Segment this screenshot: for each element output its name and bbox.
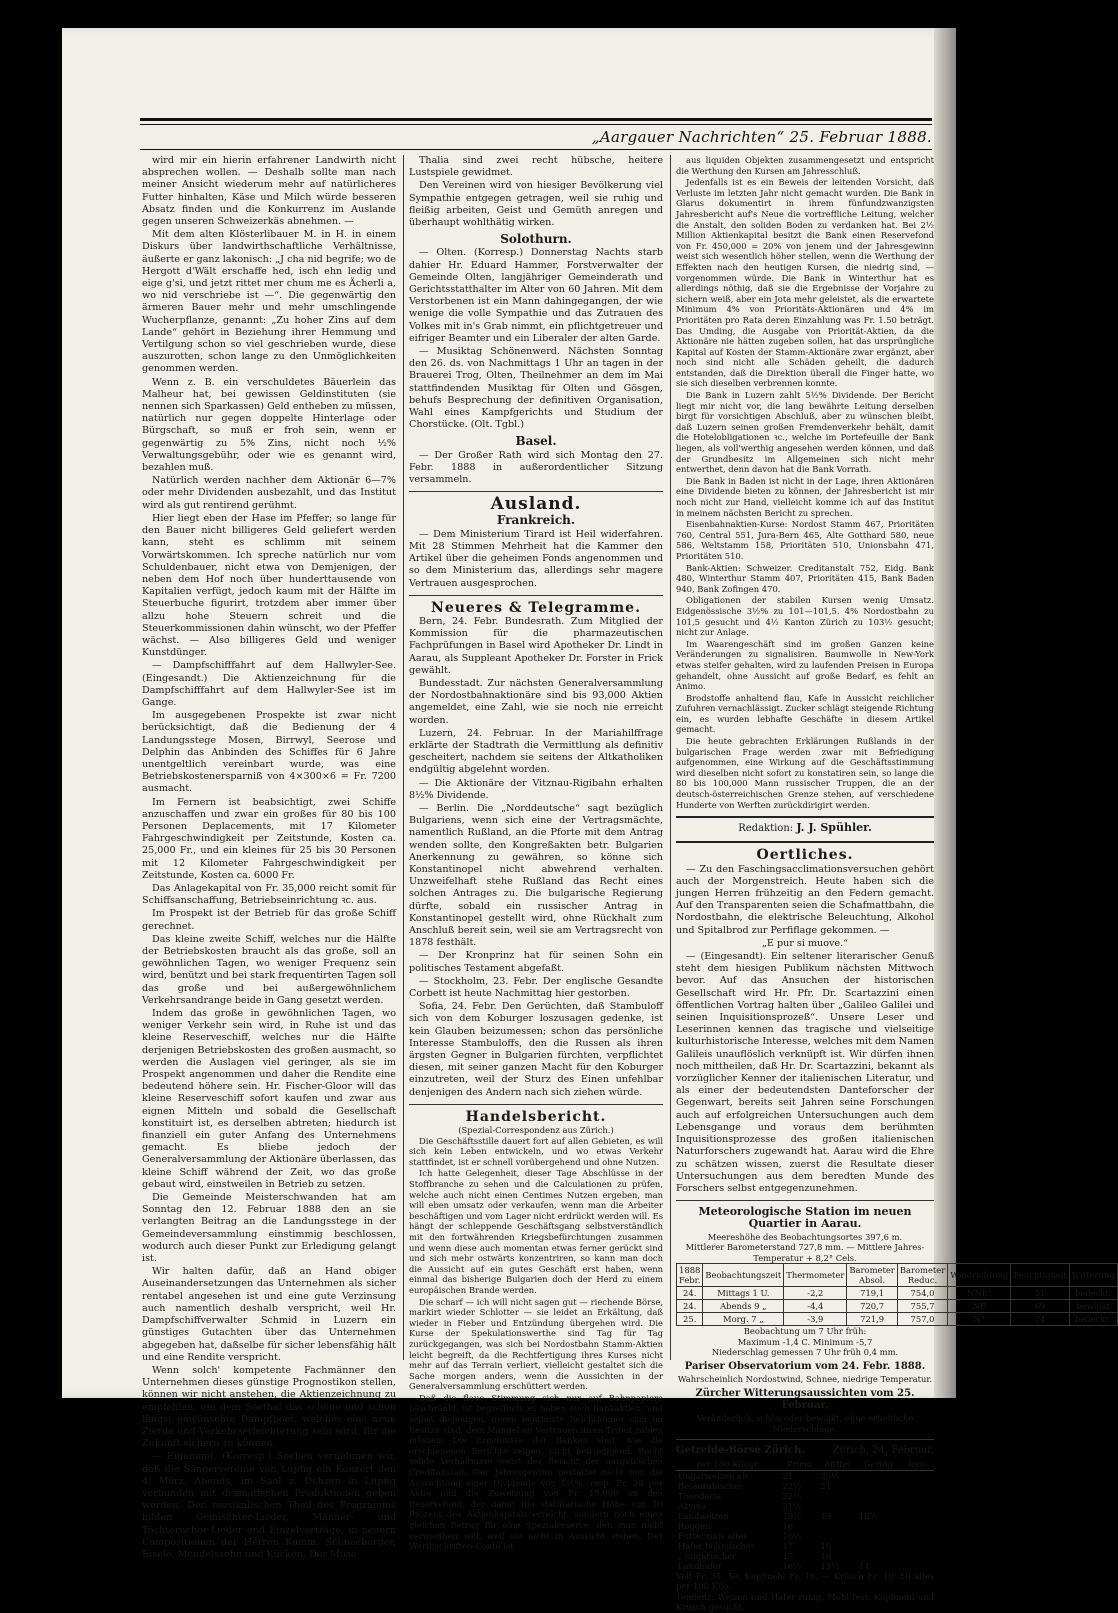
meteo-heading: Meteorologische Station im neuen Quartier in Aarau. [698, 1205, 912, 1231]
table-cell: 69 [1011, 1300, 1069, 1313]
telegram-paragraph: — Der Kronprinz hat für seinen Sohn ein politisches Testament abgefaßt. [409, 950, 663, 974]
page-edge [934, 28, 956, 1398]
table-cell: -4,4 [784, 1300, 847, 1313]
table-cell: 16½ [782, 1530, 802, 1541]
divider [409, 491, 663, 492]
article-paragraph: — Eigenamt. (Korresp.) Soeben vernehmen wir, daß die Sängervereine von Lupfig ein Konzert den 4. März, Abends, im Saal z. Ochsen in Lupfig verbunden mit dramatischen Produktionen geben werden. Den musikalischen Theil des Programms bilden Gemischter-Lieder, Männer- und Töchternchor-Lieder und Einzelvorträge, in neuern Compositionen der Herren Kamm, Schneeberger, Eisele, Mendelssohn und Kücken. Der Muse [142, 1451, 396, 1560]
table-cell [903, 1501, 934, 1511]
article-paragraph: Im Fernern ist beabsichtigt, zwei Schiffe anzuschaffen und zwar ein großes für 80 bis 100 Personen Deplacements, mit 17 Kilometer Fahrgeschwindigkeit per Zeitstunde, Kosten ca. 25,000 Fr., und ein kleines für 25 bis 30 Personen mit 12 Kilometer Fahrgeschwindigkeit per Zeitstunde, Kosten ca. 6000 Fr. [142, 796, 396, 881]
table-cell: 16½ [782, 1560, 802, 1571]
table-cell: 720,7 [847, 1300, 897, 1313]
article-paragraph: Bank-Aktien: Schweizer. Creditanstalt 752, Eidg. Bank 480, Winterthur Stamm 407, Prioritäten 415, Bank Baden 940, Bank Zofingen 470. [676, 562, 934, 594]
divider [676, 841, 934, 843]
table-cell: bedeckt. [1069, 1287, 1117, 1300]
table-row [676, 1501, 934, 1511]
table-header-cell: per 100 Kilogr. [676, 1458, 781, 1471]
table-cell [857, 1521, 903, 1531]
getreide-heading: Getreide-Börse Zürich. [676, 1445, 805, 1457]
column-3 [676, 155, 1115, 1613]
getreide-note: Voll Fr. 31. 50, Kopfmehl Fr. 18. — Krüsch Fr. 10. 50 alles per 100 Kilo. [676, 1570, 934, 1592]
section-heading-solothurn: Solothurn. [500, 232, 572, 247]
table-row [677, 1300, 1118, 1313]
article-paragraph: — Der Großer Rath wird sich Montag den 27. Febr. 1888 in außerordentlicher Sitzung versammeln. [409, 449, 663, 486]
table-header-cell: Feuchtigkeit [1011, 1264, 1069, 1287]
article-paragraph: — Musiktag Schönenwerd. Nächsten Sonntag den 26. ds. von Nachmittags 1 Uhr an tagen in der Brauerei Trog, Olten, Theilnehmer an dem im Mai stattfindenden Musiktag für Olten und Gösgen, behufs Besprechung der definitiven Organisation, Wahl eines Kampfgerichts und Studium der Chorstücke. (Olt. Tgbl.) [409, 346, 663, 431]
table-cell: Abends 9 „ [703, 1300, 784, 1313]
table-cell: 15½ [820, 1560, 840, 1571]
table-cell: Roggen [678, 1520, 711, 1531]
article-paragraph: aus liquiden Objekten zusammengesetzt und entspricht die Werthung den Kursen am Jahresschluß. [676, 155, 934, 176]
table-cell [903, 1491, 934, 1501]
table-cell [857, 1470, 903, 1481]
telegram-paragraph: — Stockholm, 23. Febr. Der englische Gesandte Corbett ist heute Nachmittag hier gestorben. [409, 975, 663, 999]
table-header-cell: Barometer Reduc. [897, 1264, 947, 1287]
table-cell [903, 1531, 934, 1541]
table-header-cell: Thermometer [784, 1264, 847, 1287]
article-paragraph: Die Bank in Baden ist nicht in der Lage, ihren Aktionären eine Dividende bieten zu können, der Jahresbericht ist mir noch nicht zur Hand, vielleicht komme ich auf das Institut in meinem nächsten Bericht zu sprechen. [676, 475, 934, 518]
article-paragraph: Obligationen der stabilen Kursen wenig Umsatz. Eidgenössische 3½% zu 101—101,5. 4% Nordostbahn zu 101,5 gesucht und 4½ Kanton Zürich zu 103½ gesucht; nicht zur Anlage. [676, 595, 934, 638]
table-row [676, 1531, 934, 1541]
meteo-sub1: Meereshöhe des Beobachtungsortes 397,6 m. [707, 1231, 903, 1242]
table-row [676, 1561, 934, 1571]
telegram-paragraph: Sofia, 24. Febr. Den Gerüchten, daß Stambuloff sich von dem Koburger loszusagen gedenke, ist kein Glauben beizumessen; schon das persönliche Interesse Stambuloffs, den die Russen als ihren ärgsten Gegner in Bulgarien fürchten, verpflichtet diesen, mit seiner ganzen Macht für den Koburger einzutreten, weil der Sturz des Einen unfehlbar denjenigen des Andern nach sich ziehen würde. [409, 1001, 663, 1098]
article-paragraph: Die Geschäftsstille dauert fort auf allen Gebieten, es will sich kein Leben entwickeln, und wo etwas Verkehr stattfindet, ist er schnell vorübergehend und ohne Nutzen. [409, 1135, 663, 1167]
getreide-note: Tendenz: Weizen und Hafer ruhig. Mehl fest. Kopfmehl und Krüsch gesucht. [676, 1591, 934, 1613]
table-cell: 22½ [782, 1490, 802, 1501]
telegram-paragraph: Bern, 24. Febr. Bundesrath. Zum Mitglied der Kommission für die pharmazeutischen Fachprüfungen in Basel wird Apotheker Dr. Lindt in Aarau, als Suppleant Apotheker Dr. Forster in Frick gewählt. [409, 615, 663, 676]
table-cell [903, 1561, 934, 1571]
meteo-sub2: Mittlerer Barometerstand 727,8 mm. — Mittlere Jahres-Temperatur + 8,2° Cels. [685, 1242, 925, 1263]
table-cell [818, 1531, 856, 1541]
article-paragraph: Die scharf — ich will nicht sagen gut — riechende Börse, markirt wieder Schlotter — sie leidet an Erkältung, daß wieder in Fieber und Entzündung übergehen wird. Die Kurse der Spekulationswerthe sind Tag für Tag zurückgegangen, was sich bei Nordostbahn Stamm-Aktien leicht begreift, da die Rechtfertigung ihres Kurses nicht mehr auf das Terrain verliert, vielleicht gestaltet sich die Sache morgen anders, wenn die Aussichten in der Generalversammlung erschüttert werden. [409, 1296, 663, 1392]
table-cell: bedeckt. [1069, 1313, 1117, 1326]
divider [676, 1200, 934, 1201]
meteo-table [676, 1263, 1118, 1326]
meteo-note: Beobachtung um 7 Uhr früh: [743, 1326, 867, 1337]
article-paragraph: Wenn solch' kompetente Fachmänner den Unternehmen dieses günstige Prognostikon stellen, können wir nicht anstehen, die Aktienzeichnung zu empfehlen, um dem Seethal das schöne und schon längst gewünschte Dampfboot, welches eine neue Zierde und Verkehrserleichterung sein wird, für die Zukunft sichern zu können. [142, 1364, 396, 1450]
column-divider-1 [403, 155, 404, 1360]
table-cell: Hafer böhmischer [678, 1540, 755, 1551]
table-cell: Bessarabischer [678, 1480, 744, 1491]
paris-heading: Pariser Observatorium vom 24. Febr. 1888. [684, 1361, 926, 1373]
article-paragraph: Wir halten dafür, daß an Hand obiger Auseinandersetzungen das Unternehmen als sicher rentabel angesehen ist und eine gute Verzinsung auch namentlich deshalb verspricht, weil Hr. Dampfschiffverwalter Schmid in Luzern ein günstiges Gutachten über das Unternehmen abgegeben hat, daßselbe für sicher lebensfähig hält und eine Rendite verspricht. [142, 1266, 396, 1363]
table-cell: 21 [820, 1480, 832, 1491]
table-cell: Azyma [678, 1500, 707, 1511]
article-paragraph: — (Eingesandt). Ein seltener literarischer Genuß steht dem hiesigen Publikum nächsten Mittwoch bevor. Auf das Ansuchen der historischen Gesellschaft wird Hr. Pfr. Dr. Scartazzini einen öffentlichen Vortrag halten über „Galileo Galilei und seinen Inquisitionsprozeß“. Unsere Leser und Leserinnen kennen das tragische und vielseitige kulturhistorische Interesse, welches mit dem Namen Galileis unauflöslich verknüpft ist. Wir dürfen ihnen noch mittheilen, daß Hr. Dr. Scartazzini, bekannt als vorzüglicher Kenner der italienischen Literatur, und als einer der bedeutendsten Danteforscher der Gegenwart, bereits seit Jahren seine Forschungen auch auf erfolgreichen Untersuchungen auch dem Lebensgange und voraus dem berühmten Inquisitionsprozesse des großen italienischen Naturforschers zugewandt hat. Aarau wird die Ehre zu schätzen wissen, zuerst die Resultate dieser Untersuchungen aus dem beredten Munde des Forschers selbst entgegenzunehmen. [676, 951, 934, 1194]
section-heading-handelsbericht: Handelsbericht. [465, 1108, 607, 1125]
table-cell [818, 1521, 856, 1531]
article-paragraph: wird mir ein hierin erfahrener Landwirth nicht absprechen wollen. — Deshalb sollte man nach meiner Ansicht wiederum mehr auf natürlicheres Futter hinhalten, Käse und Milch würde besseren Absatz finden und die Konkurrenz im Auslande gegen unseren Schweizerkäs abnehmen. — [142, 155, 396, 228]
article-paragraph: — Zu den Faschingsacclimationsversuchen gehört auch der Morgenstreich. Heute haben sich die jungen Herren frühzeitig an den Federn gemacht. Auf den Transparenten seien die Schafmattbahn, die Nordostbahn, die elektrische Beleuchtung, Alkohol und Spitalbrod zur Perfiflage gekommen. — [676, 863, 934, 936]
table-cell: Mittags 1 U. [703, 1287, 784, 1300]
table-cell: 16 [782, 1520, 794, 1531]
table-header-row [676, 1458, 934, 1471]
header-rule [140, 149, 932, 150]
article-paragraph: Den Vereinen wird von hiesiger Bevölkerung viel Sympathie entgegen getragen, weil sie ruhig und fleißig arbeiten, Geist und Gemüth anregen und überhaupt wohlthätig wirken. [409, 180, 663, 229]
table-cell: -3,9 [784, 1313, 847, 1326]
table-cell [903, 1521, 934, 1531]
article-paragraph: — Dampfschifffahrt auf dem Hallwyler-See. (Eingesandt.) Die Aktienzeichnung für die Dampfschifffahrt auf dem Hallwyler-See ist im Gange. [142, 660, 396, 708]
table-cell [857, 1491, 903, 1501]
table-cell: 754,0 [897, 1287, 947, 1300]
section-heading-oertliches: Oertliches. [756, 847, 854, 864]
table-cell: Ungarweizen alt [678, 1470, 749, 1481]
table-row [676, 1521, 934, 1531]
editor-line [676, 822, 934, 835]
article-paragraph: Die Gemeinde Meisterschwanden hat am Sonntag den 12. Februar 1888 den an sie verlangten Beitrag an die Landungsstege in der Gemeindeversammlung einstimmig beschlossen, wodurch auch dieser Punkt zur Erledigung gelangt ist. [142, 1192, 396, 1265]
table-cell: 22½ [782, 1480, 802, 1491]
article-paragraph: Wenn z. B. ein verschuldetes Bäuerlein das Malheur hat, bei gewissen Geldinstituten (sie nennen sich Sparkassen) Geld entheben zu müssen, natürlich nur gegen doppelte Hinterlage oder Bürgschaft, so muß er froh sein, wenn er gegenwärtig zu 5% Zins, nicht noch ½% Verwaltungsgebühr, oder wie es genannt wird, bezahlen muß. [142, 376, 396, 474]
table-cell: Futtermais altes [678, 1530, 748, 1541]
table-cell: 25. [677, 1313, 703, 1326]
table-cell: 20½ [820, 1470, 840, 1481]
article-paragraph: Natürlich werden nachher dem Aktionär 6—7% oder mehr Dividenden ausbezahlt, und das Institut wird als gut rentirend gerühmt. [142, 475, 396, 511]
table-cell [903, 1481, 934, 1491]
article-paragraph: Im Prospekt ist der Betrieb für das große Schiff gerechnet. [142, 908, 396, 932]
table-cell [857, 1551, 903, 1561]
table-header-cell: Beobachtungszeit [703, 1264, 784, 1287]
table-cell: 16 [820, 1540, 832, 1551]
table-header-cell: Windrichtung [948, 1264, 1011, 1287]
table-row [676, 1491, 934, 1501]
table-cell [857, 1481, 903, 1491]
table-row [676, 1481, 934, 1491]
article-paragraph: Die heute gebrachten Erklärungen Rußlands in der bulgarischen Frage werden zwar mit Befriedigung aufgenommen, eine Wirkung auf die Geschäftsstimmung wird dieselben nicht sofort zu konstatiren sein, so lange die 80 bis 100,000 Mann russischer Truppen, die an der deutsch-österreichischen Grenze stehen, auf verschiedene Hunderte von Werften zurückdirigirt werden. [676, 736, 934, 810]
table-cell [903, 1551, 934, 1561]
table-cell [857, 1501, 903, 1511]
telegram-paragraph: — Berlin. Die „Norddeutsche“ sagt bezüglich Bulgariens, wenn sich eine der Vertragsmächte, namentlich Rußland, an die Pforte mit dem Antrag wenden sollte, den Kongreßakten betr. Bulgarien Anerkennung zu gewähren, so könne sich Konstantinopel nicht abwehrend verhalten. Unzweifelhaft stehe Rußland das Recht eines solchen Antrages zu. Die bulgarische Regierung dürfte, sobald ein russischer Antrag in Konstantinopel gestellt wird, ohne Rückhalt zum Anschluß bereit sein, weil sie am Vertragsrecht von 1878 festhält. [409, 802, 663, 949]
table-cell: NE [948, 1300, 1011, 1313]
table-cell: Morg. 7 „ [703, 1313, 784, 1326]
column-divider-2 [670, 155, 671, 1360]
article-paragraph: Ich hatte Gelegenheit, dieser Tage Abschlüsse in der Stoffbranche zu sehen und die Calculationen zu prüfen, welche auch nicht einen Centimes Nutzen ergeben, man will eben umsatz oder verkaufen, wenn man die Arbeiter beschäftigen und vom Lager nicht erdrückt werden will. Es hängt der schleppende Geschäftsgang selbstverständlich mit den fortwährenden Kriegsbefürchtungen zusammen und wenn diese auch momentan etwas ferner gerückt sind und sich mehr ostwärts konzentriren, so kann man doch die Aussicht auf ein gutes Geschäft erst haben, wenn einmal das bisherige Bulgarien doch der Herd zu einem europäischen Brande werden. [409, 1168, 663, 1295]
masthead: „Aargauer Nachrichten“ 25. Februar 1888. [591, 128, 932, 146]
table-cell: 24. [677, 1287, 703, 1300]
editor-name: J. J. Spühler. [796, 821, 872, 835]
telegram-paragraph: Bundesstadt. Zur nächsten Generalversammlung der Nordostbahnaktionäre sind bis 93,000 Aktien angemeldet, eine Zahl, wie sie noch nie erreicht worden. [409, 677, 663, 726]
divider [409, 595, 663, 596]
divider [409, 1104, 663, 1105]
table-cell: 74 [1011, 1313, 1069, 1326]
paris-text: Wahrscheinlich Nordostwind, Schnee, niedrige Temperatur. [677, 1374, 933, 1385]
quote: „E pur si muove.“ [761, 937, 849, 949]
table-row [676, 1551, 934, 1561]
table-cell: 19 [820, 1510, 832, 1521]
article-paragraph: Indem das große in gewöhnlichen Tagen, wo weniger Verkehr sein wird, in Ruhe ist und das kleine Reserveschiff, welches nur die Hälfte derjenigen Betriebskosten des großen ausmacht, so werden die Auslagen viel geringer, als sie im Prospekt angenommen und daher die Rendite eine bedeutend höhere sein. Hr. Fischer-Gloor will das kleine Reserveschiff sofort kaufen und zwar aus eignen Mitteln und sobald die Gesellschaft konstituirt ist, es derselben abtreten; hiedurch ist finanziell ein guter Anfang des Unternehmens gemacht. Es bliebe jedoch der Generalversammlung der Aktionäre überlassen, das kleine Schiff während der Zeit, wo das große gebaut wird, einstweilen in Betrieb zu setzen. [142, 1008, 396, 1190]
editor-label: Redaktion: [738, 823, 794, 835]
table-header-cell: 1888 Febr. [677, 1264, 703, 1287]
table-row [677, 1287, 1118, 1300]
table-cell: 17 [782, 1540, 794, 1551]
table-cell: 719,1 [847, 1287, 897, 1300]
table-header-cell: Mittel [818, 1458, 856, 1471]
article-paragraph: Jedenfalls ist es ein Beweis der leitenden Vorsicht, daß Verluste im letzten Jahr nicht gemacht wurden. Die Bank in Glarus dokumentirt in ihrem fünfundzwanzigsten Jahresbericht auf's Neue die vortreffliche Leitung, welcher die Anstalt, den soliden Boden zu verdanken hat. Bei 2½ Million Aktienkapital besitzt die Bank einen Reservefond von Fr. 450,000 = 20% von jenem und der Jahresgewinn weist sich wesentlich höher stellen, wenn die Werthung der Effekten nach den heutigen Kursen, die niedrig sind, — vorgenommen würde. Die Bank in Winterthur hat es allerdings nöthig, daß sie die Ergebnisse der Vorjahre zu sichern weiß, aber ein Jota mehr geleistet, als die erwartete Minimum 4% von Prioritäts-Aktionären und 4% im Prioritäten pro Rata deren Einzahlung was Fr. 1.50 beträgt. Das Umding, die Ausgabe von Priorität-Aktien, da die Aktionäre nie hätten zugeben sollen, hat das ursprüngliche Kapital auf Kosten der Stamm-Aktionäre zwar ergänzt, aber noch sind nicht alle Schäden geheilt, die dadurch entstanden, daß die Direktion überall die Finger hatte, wo sie sich dieselben verbrennen konnte. [676, 177, 934, 389]
top-rule-thin [140, 124, 932, 125]
getreide-date: Zürich, 24. Februar. [832, 1445, 934, 1457]
table-cell: 19½ [782, 1510, 802, 1521]
table-header-cell: Witterung [1069, 1264, 1117, 1287]
table-row [676, 1511, 934, 1521]
getreide-table [676, 1458, 934, 1571]
article-paragraph: Mit dem alten Klösterlibauer M. in H. in einem Diskurs über landwirthschaftliche Verhältnisse, äußerte er ganz lakonisch: „J cha nid begrife; wo de Hergott d'Wält erschaffe hed, isch ehn ledig und eige g'si, und jetzt rittet mer chum me es Ächerli a, wo nid verschriebe ist —“. Die gegenwärtig den ärmeren Bauer mehr und mehr umschlingende Wucherpflanze, genannt: „Zu hoher Zins auf dem Lande“ gehört in Beziehung ihrer Hemmung und Vertilgung schon so viel geschrieben wurde, diese auszurotten, schon lange zu den Unmöglichkeiten genommen werden. [142, 229, 396, 375]
table-cell [818, 1501, 856, 1511]
table-cell: 51 [1011, 1287, 1069, 1300]
table-cell [903, 1511, 934, 1521]
article-paragraph: Die Bank in Luzern zahlt 5½% Dividende. Der Bericht liegt mir nicht vor, die lang bewährte Leitung derselben birgt für vorsichtigen Abschluß, aber zu wünschen bleibt, daß Luzern seinen großen Fremdenverkehr behält, damit die Hotelobligationen ꝛc., welche im Portefeuille der Bank liegen, als voll'werthig angesehen werden können, und daß der Grundbesitz im Allgemeinen sich nicht mehr entwerthet, denn davon hat die Bank Vorrath. [676, 390, 934, 475]
section-heading-frankreich: Frankreich. [496, 513, 576, 528]
article-paragraph: Brodstoffe anhaltend flau, Kafe in Aussicht reichlicher Zufuhren vernachlässigt. Zucker schlägt steigende Richtung ein, es wurden lebhafte Geschäfte in diesem Artikel gemacht. [676, 692, 934, 735]
table-cell [903, 1470, 934, 1481]
table-header-cell: Prima [781, 1458, 819, 1471]
table-cell: -2,2 [784, 1287, 847, 1300]
section-heading-ausland: Ausland. [490, 494, 582, 515]
table-row [676, 1470, 934, 1481]
table-cell: Landweizen [678, 1510, 729, 1521]
article-paragraph: Hier liegt eben der Hase im Pfeffer; so lange für den Bauer nicht billigeres Geld geliefert werden kann, steht es schlimm mit seinem Vorwärtskommen. Ich spreche natürlich nur vom Schuldenbauer, nicht etwa von Demjenigen, der neben dem Hof noch über hunderttausende von Kapitalien verfügt, jedoch kaum mit der Hälfte im Steuerbuche figurirt, trotzdem aber immer über allzu hohe Steuern schreit und die Steuerkommissionen dahin wünscht, wo der Pfeffer wächst. — Also billigeres Geld und weniger Kunstdünger. [142, 512, 396, 659]
article-paragraph: Im ausgegebenen Prospekte ist zwar nicht berücksichtigt, daß die Bedienung der 4 Landungsstege Mosen, Birrwyl, Seerose und Delphin das Anbinden des Schiffes für 6 Jahre unentgeltlich vereinbart wurde, was eine Betriebskostenersparniß von 4×300×6 = Fr. 7200 ausmacht. [142, 710, 396, 795]
zuerich-heading: Zürcher Witterungsaussichten vom 25. Februar. [695, 1387, 915, 1412]
table-cell: 755,7 [897, 1300, 947, 1313]
article-paragraph: — Olten. (Korresp.) Donnerstag Nachts starb dahier Hr. Eduard Hammer, Forstverwalter der Gemeinde Olten, langjähriger Gemeinderath und Gerichtsstatthalter im Alter von 60 Jahren. Mit dem Verstorbenen ist ein Mann dahingegangen, der wie wenige die volle Sympathie und das Zutrauen des Volkes mit in's Grab nimmt, ein pflichtgetreuer und eifriger Beamter und ein Liberaler der alten Garde. [409, 247, 663, 344]
table-cell: 757,0 [897, 1313, 947, 1326]
telegram-paragraph: Luzern, 24. Februar. In der Mariahilffrage erklärte der Stadtrath die Vermittlung als definitiv gescheitert, nachdem sie seitens der Altkatholiken endgültig abgelehnt worden. [409, 727, 663, 776]
table-header-cell: loco. [903, 1458, 934, 1471]
article-paragraph: — Dem Ministerium Tirard ist Heil widerfahren. Mit 28 Stimmen Mehrheit hat die Kammer den Artikel über die geheimen Fonds angenommen und so dem Ministerium das, allerdings sehr magere Vertrauen ausgesprochen. [409, 528, 663, 589]
table-cell: 24. [677, 1300, 703, 1313]
divider [676, 816, 934, 818]
table-cell [857, 1541, 903, 1551]
table-row [676, 1541, 934, 1551]
telegram-paragraph: — Die Aktionäre der Vitznau-Rigibahn erhalten 8½% Dividende. [409, 777, 663, 801]
table-cell [818, 1491, 856, 1501]
column-2 [409, 155, 663, 1552]
article-paragraph: Das Anlagekapital von Fr. 35,000 reicht somit für Schiffsanschaffung, Betriebseinrichtung ꝛc. aus. [142, 882, 396, 907]
table-cell: 14 [858, 1560, 870, 1571]
zuerich-text: Veränderlich, schön oder bewölkt, ohne erhebliche Niederschläge. [696, 1413, 914, 1434]
section-heading-basel: Basel. [515, 434, 557, 449]
table-cell: bewölkt [1069, 1300, 1117, 1313]
column-1 [142, 155, 396, 1560]
article-paragraph: Eisenbahnaktien-Kurse: Nordost Stamm 467, Prioritäten 760, Central 551, Jura-Bern 465, Alte Gotthard 580, neue 586, Weltstamm 158, Prioritäten 510, Unionsbahn 471, Prioritäten 510. [676, 519, 934, 561]
table-cell [903, 1541, 934, 1551]
table-cell [857, 1531, 903, 1541]
table-header-cell: Barometer Absol. [847, 1264, 897, 1287]
table-cell: 21 [782, 1470, 794, 1481]
top-rule [140, 118, 932, 121]
divider [676, 1439, 934, 1440]
table-cell: 17 [782, 1550, 794, 1561]
meteo-note: Niederschlag gemessen 7 Uhr früh 0,4 mm. [711, 1347, 899, 1358]
meteo-note: Maximum -1,4 C. Minimum -5,7 [737, 1336, 873, 1347]
table-cell: 21½ [782, 1500, 802, 1511]
table-cell: Theodosia [678, 1490, 722, 1501]
article-paragraph: Das kleine zweite Schiff, welches nur die Hälfte der Betriebskosten braucht als das große, soll an gewöhnlichen Tagen, wo weniger Frequenz sein wird, benützt und bei stark frequentirten Tagen soll das große und bei außergewöhnlichem Verkehrsandrange beide in Gang gesetzt werden. [142, 933, 396, 1006]
getreide-header [676, 1445, 934, 1457]
table-header-row [677, 1264, 1118, 1287]
table-cell: 18½ [858, 1510, 878, 1521]
article-paragraph: Daß die flaue Stimmung sich nur auf Bahnpapiere beschränkt, ist begreiflich, es haben auch Bankaktien, und selbst diejenigen, deren legitimste Reichthümer sich im Besitze sind, dem Mangel an Vertrauen ihren Tribut zahlen müssen. Die Ergebnisse der Banken sind, wie die erschienenen Berichte zeigen, nicht befriedigend. Recht solide Verhältnisse weist der Bericht der aargauischen Creditanstalt. Der Jahresgewinn gestattet nicht nur die Ausrichtung einer Dividende von 5½%, resp. Fr. 28 per Aktie und die Zuweisung von Fr. 15,000 an den Reservefond, der damit die statutarische Höhe von 10 Prozent des Aktienkapitals erreicht, sondern noch einen gleichen Betrag für eine Spezialreserve, den man nicht verwerthen will, weil sie nicht in Aussicht stehen. Der Werthschriften-Conto ist [409, 1392, 663, 1552]
table-cell: N° [948, 1313, 1011, 1326]
table-cell: NNE¹ [948, 1287, 1011, 1300]
section-heading-neueres: Neueres & Telegramme. [431, 599, 641, 616]
table-cell: 16 [820, 1550, 832, 1561]
table-cell: 721,9 [847, 1313, 897, 1326]
table-cell: Landhafer [678, 1560, 722, 1571]
article-paragraph: Im Waarengeschäft sind im großen Ganzen keine Veränderungen zu signalisiren. Baumwolle in New-York etwas steifer gehalten, wird zu laufenden Preisen in Europa gehandelt, ohne Aussicht auf große Bedarf, es fehlt an Animo. [676, 638, 934, 692]
handel-subheading: (Spezial-Correspondenz aus Zürich.) [458, 1125, 614, 1136]
table-row [677, 1313, 1118, 1326]
article-paragraph: Thalia sind zwei recht hübsche, heitere Lustspiele gewidmet. [409, 155, 663, 179]
table-cell: „ ungarischer [678, 1550, 737, 1561]
table-header-cell: Gering. [857, 1458, 903, 1471]
